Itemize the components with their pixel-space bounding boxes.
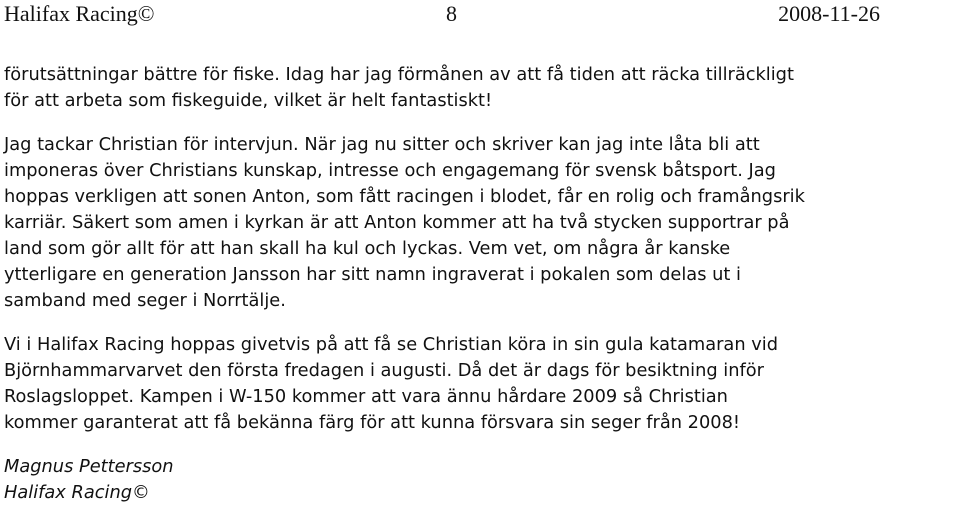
document-body	[4, 62, 956, 506]
text-line: hoppas verkligen att sonen Anton, som fått racingen i blodet, får en rolig och framångsrik	[4, 186, 805, 207]
page-number: 8	[446, 1, 457, 26]
signature-name: Magnus Pettersson	[4, 456, 174, 477]
paragraph-1	[4, 62, 956, 114]
text-line: kommer garanterat att få bekänna färg för att kunna försvara sin seger från 2008!	[4, 412, 741, 433]
header-date: 2008-11-26	[778, 1, 880, 26]
text-line: förutsättningar bättre för fiske. Idag har jag förmånen av att få tiden att räcka tillräckligt	[4, 64, 794, 85]
signature	[4, 454, 956, 506]
text-line: Vi i Halifax Racing hoppas givetvis på att få se Christian köra in sin gula katamaran vid	[4, 334, 778, 355]
text-line: land som gör allt för att han skall ha kul och lyckas. Vem vet, om några år kanske	[4, 238, 731, 259]
text-line: karriär. Säkert som amen i kyrkan är att Anton kommer att ha två stycken supportrar på	[4, 212, 790, 233]
page-header	[0, 0, 960, 28]
paragraph-2	[4, 132, 956, 314]
text-line: samband med seger i Norrtälje.	[4, 290, 286, 311]
text-line: Jag tackar Christian för intervjun. När jag nu sitter och skriver kan jag inte låta bli att	[4, 134, 760, 155]
text-line: Roslagsloppet. Kampen i W-150 kommer att vara ännu hårdare 2009 så Christian	[4, 386, 728, 407]
text-line: ytterligare en generation Jansson har sitt namn ingraverat i pokalen som delas ut i	[4, 264, 741, 285]
header-title: Halifax Racing©	[4, 1, 155, 26]
text-line: för att arbeta som fiskeguide, vilket är helt fantastiskt!	[4, 90, 493, 111]
text-line: imponeras över Christians kunskap, intresse och engagemang för svensk båtsport. Jag	[4, 160, 776, 181]
paragraph-3	[4, 332, 956, 436]
text-line: Björnhammarvarvet den första fredagen i augusti. Då det är dags för besiktning inför	[4, 360, 764, 381]
signature-org: Halifax Racing©	[4, 482, 150, 503]
